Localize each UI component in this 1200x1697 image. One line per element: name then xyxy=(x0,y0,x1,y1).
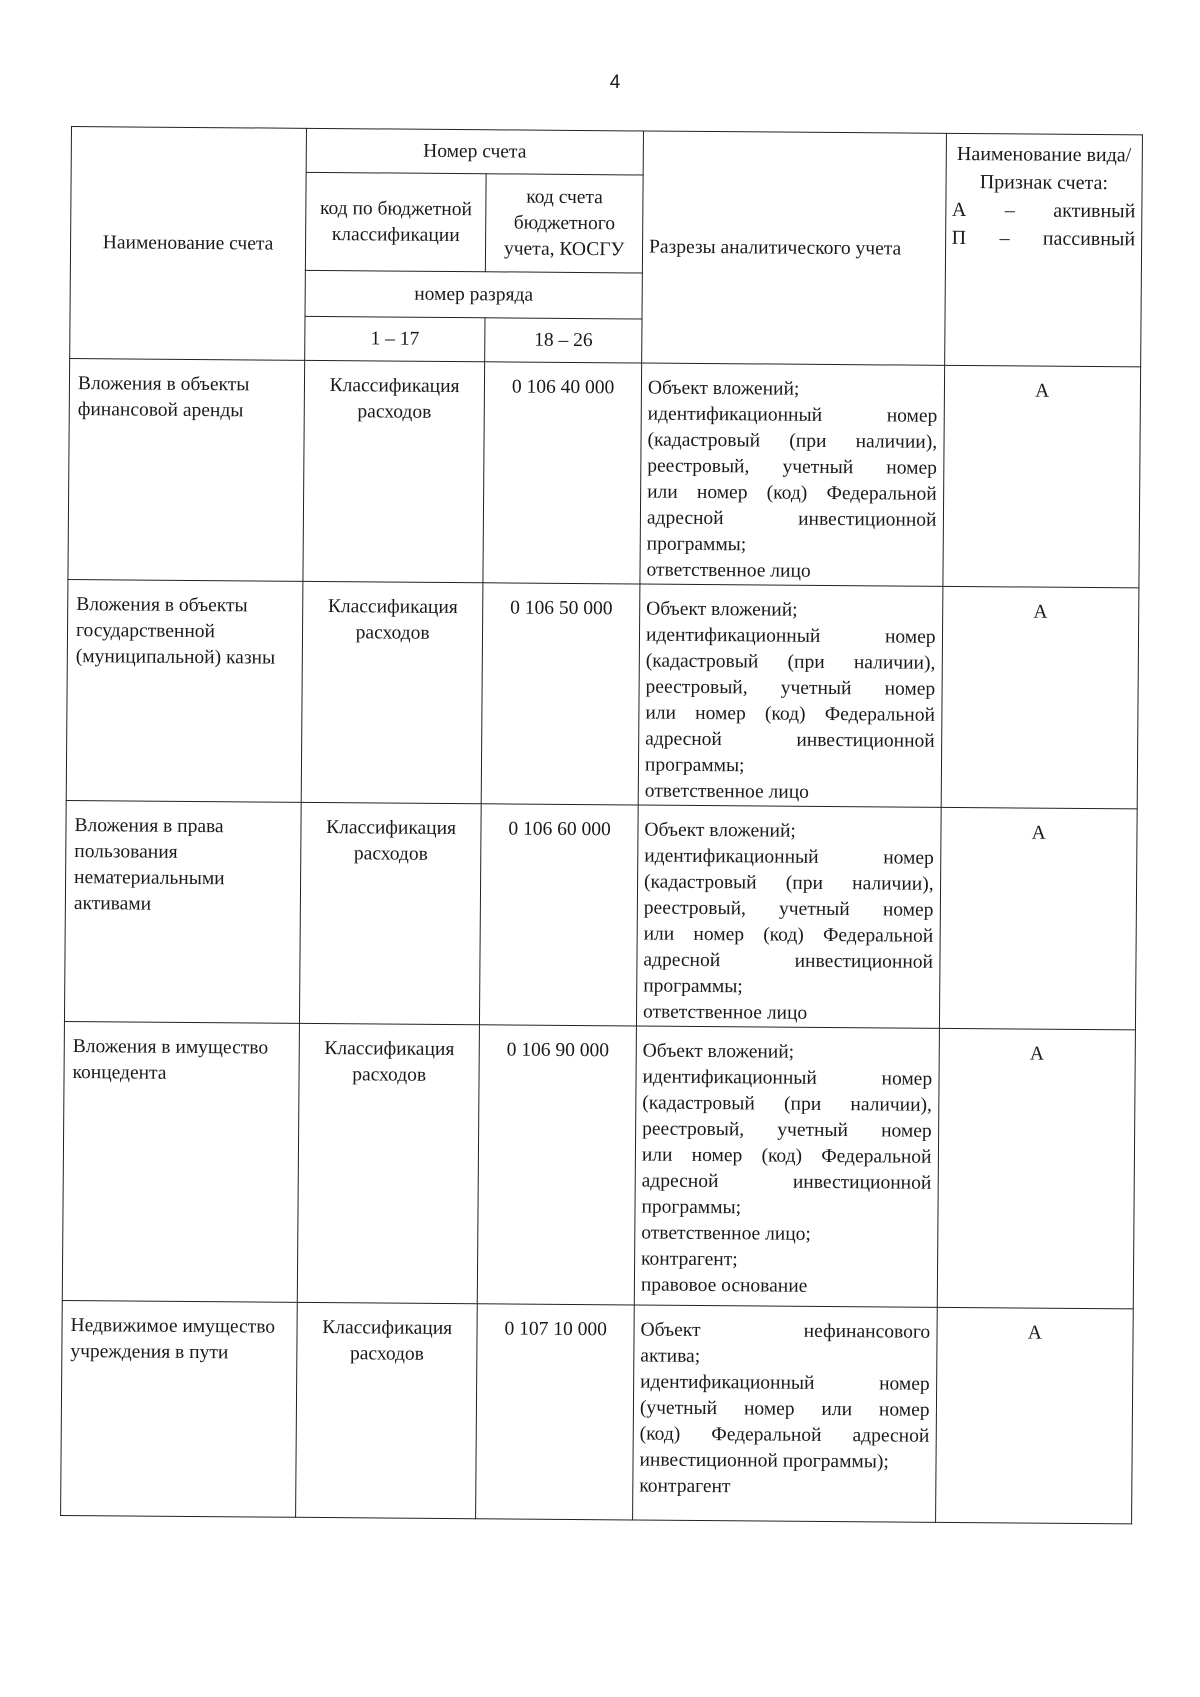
analytics-line: правовое основание xyxy=(640,1274,808,1297)
analytics-line: (код) Федеральной адресной xyxy=(639,1423,930,1447)
table-body xyxy=(61,358,1141,1523)
analytics-cell xyxy=(634,1026,939,1307)
header-budget-account-code: код счета бюджетного учета, КОСГУ xyxy=(486,174,643,273)
indicator-cell: А xyxy=(942,365,1140,588)
analytics-line: контрагент xyxy=(639,1475,731,1498)
table-row xyxy=(66,579,1139,808)
classification-cell: Классификация расходов xyxy=(297,1023,479,1303)
analytics-cell xyxy=(633,1305,937,1522)
analytics-line: или номер (код) Федеральной xyxy=(645,702,936,726)
analytics-cell xyxy=(636,805,940,1028)
table-header xyxy=(70,127,1143,367)
table-row xyxy=(62,1021,1135,1308)
accounts-table xyxy=(60,126,1143,1524)
analytics-line: идентификационный номер xyxy=(642,1066,933,1090)
header-account-number: Номер счета xyxy=(306,128,643,175)
analytics-line: (кадастровый (при наличии), xyxy=(645,650,936,674)
analytics-line: реестровый, учетный номер xyxy=(645,676,936,700)
analytics-line: Объект вложений; xyxy=(646,598,798,621)
analytics-line: программы; xyxy=(644,754,745,777)
analytics-line: или номер (код) Федеральной xyxy=(641,1144,932,1168)
classification-cell: Классификация расходов xyxy=(299,802,481,1024)
indicator-passive-letter: П xyxy=(951,226,967,250)
analytics-line: программы; xyxy=(646,533,747,556)
table-row xyxy=(68,358,1141,587)
analytics-line: (учетный номер или номер xyxy=(639,1397,930,1421)
analytics-line: Объект вложений; xyxy=(642,1040,795,1063)
indicator-cell: А xyxy=(935,1307,1133,1524)
header-range-2: 18 – 26 xyxy=(485,318,642,363)
classification-cell: Классификация расходов xyxy=(296,1302,478,1518)
account-code-cell: 0 106 60 000 xyxy=(480,804,638,1026)
indicator-cell: А xyxy=(941,586,1139,809)
account-code-cell: 0 107 10 000 xyxy=(476,1304,634,1520)
analytics-line: (кадастровый (при наличии), xyxy=(643,871,934,895)
analytics-line: контрагент; xyxy=(641,1248,738,1271)
header-indicator-active xyxy=(952,196,1136,225)
analytics-line: ответственное лицо xyxy=(644,780,810,803)
account-code-cell: 0 106 50 000 xyxy=(481,583,639,805)
header-range-1: 1 – 17 xyxy=(305,316,486,361)
analytics-line: идентификационный номер xyxy=(645,624,936,648)
account-code-cell: 0 106 40 000 xyxy=(483,362,641,584)
analytics-line: реестровый, учетный номер xyxy=(643,897,934,921)
indicator-cell: А xyxy=(939,807,1137,1030)
page-number: 4 xyxy=(609,72,621,93)
analytics-line: ответственное лицо xyxy=(646,559,811,582)
indicator-passive-word: пассивный xyxy=(1042,227,1136,251)
table-row xyxy=(64,800,1137,1029)
analytics-line: или номер (код) Федеральной xyxy=(647,481,937,505)
analytics-cell xyxy=(640,363,944,586)
analytics-line: адресной инвестиционной xyxy=(646,507,937,531)
header-indicator-title: Наименование вида/Признак счета: xyxy=(956,142,1132,195)
analytics-cell xyxy=(638,584,942,807)
analytics-line: адресной инвестиционной xyxy=(641,1170,932,1194)
analytics-line: актива; xyxy=(640,1345,701,1367)
analytics-line: идентификационный номер xyxy=(644,845,934,869)
header-analytics: Разрезы аналитического учета xyxy=(642,131,946,365)
classification-cell: Классификация расходов xyxy=(303,360,485,582)
analytics-line: ответственное лицо xyxy=(642,1001,808,1024)
analytics-line: реестровый, учетный номер xyxy=(647,455,937,479)
analytics-line: (кадастровый (при наличии), xyxy=(642,1092,932,1116)
analytics-line: (кадастровый (при наличии), xyxy=(647,429,938,453)
indicator-active-word: активный xyxy=(1053,199,1136,223)
analytics-line: или номер (код) Федеральной xyxy=(643,923,934,947)
indicator-passive-dash: – xyxy=(999,227,1010,250)
analytics-line: программы; xyxy=(643,975,743,998)
header-digit-number: номер разряда xyxy=(305,270,642,319)
analytics-line: идентификационный номер xyxy=(640,1371,930,1395)
analytics-line: Объект вложений; xyxy=(644,819,796,842)
indicator-active-dash: – xyxy=(1004,199,1015,222)
account-name-cell: Вложения в имущество концедента xyxy=(62,1021,299,1302)
header-account-name: Наименование счета xyxy=(70,127,307,361)
indicator-cell: А xyxy=(937,1028,1136,1309)
analytics-line: Объект вложений; xyxy=(647,377,800,400)
analytics-line: Объект нефинансового xyxy=(640,1319,931,1343)
account-name-cell: Вложения в объекты финансовой аренды xyxy=(68,358,305,581)
analytics-line: ответственное лицо; xyxy=(641,1222,811,1245)
account-name-cell: Вложения в права пользования нематериальными активами xyxy=(64,800,301,1023)
analytics-line: адресной инвестиционной xyxy=(645,728,935,752)
classification-cell: Классификация расходов xyxy=(301,581,483,803)
analytics-line: адресной инвестиционной xyxy=(643,949,934,973)
table-row xyxy=(61,1300,1134,1523)
analytics-line: реестровый, учетный номер xyxy=(642,1118,932,1142)
indicator-active-letter: А xyxy=(951,198,967,222)
analytics-line: инвестиционной программы); xyxy=(639,1449,889,1473)
account-name-cell: Вложения в объекты государственной (муниципальной) казны xyxy=(66,579,303,802)
account-code-cell: 0 106 90 000 xyxy=(478,1025,637,1305)
analytics-line: идентификационный номер xyxy=(647,403,938,427)
header-indicator-passive xyxy=(952,224,1136,253)
header-budget-class-code: код по бюджетной классификации xyxy=(305,172,486,271)
account-name-cell: Недвижимое имущество учреждения в пути xyxy=(61,1300,298,1517)
analytics-line: программы; xyxy=(641,1196,742,1219)
header-indicator xyxy=(944,133,1142,367)
